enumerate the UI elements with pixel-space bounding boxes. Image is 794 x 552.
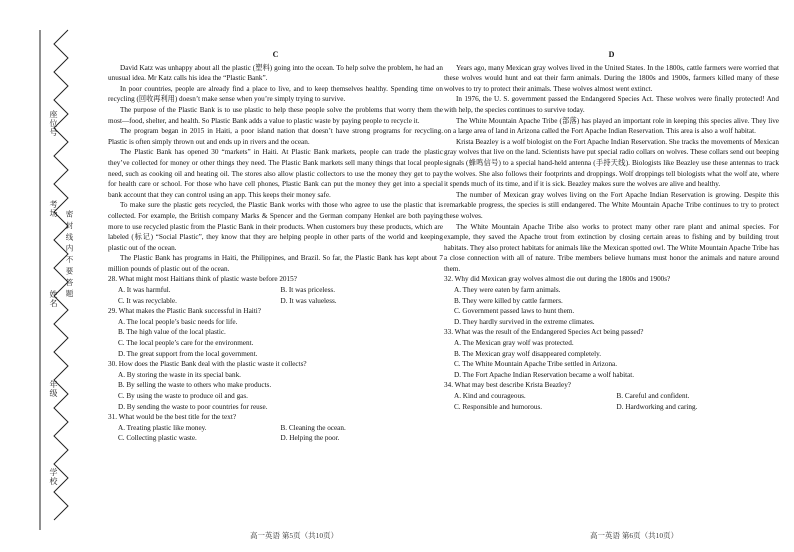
answer-options: [108, 423, 443, 444]
passage-d-text: [444, 63, 779, 275]
question-stem: 34. What may best describe Krista Beazley?: [444, 381, 571, 390]
exam-room-label: 考场: [49, 200, 58, 218]
page-footer-right: 高一英语 第6页（共10页）: [590, 531, 679, 540]
answer-option: C. The White Mountain Apache Tribe settled in Arizona.: [454, 360, 618, 369]
answer-option: C. Government passed laws to hunt them.: [454, 307, 575, 316]
answer-options: [108, 370, 443, 412]
page-footer-left: 高一英语 第5页（共10页）: [250, 531, 339, 540]
answer-option: A. Treating plastic like money.: [118, 423, 207, 432]
passage-c-text: [108, 63, 443, 275]
answer-options: [108, 285, 443, 306]
seat-number-label: 座位号: [49, 110, 58, 137]
paragraph: The program began in 2015 in Haiti, a poor island nation that doesn’t have strong programs for recycling. Plastic is often simply thrown out and ends up in rivers and the ocean.: [108, 127, 443, 146]
answer-option: C. Responsible and humorous.: [454, 402, 543, 411]
question-stem: 28. What might most Haitians think of plastic waste before 2015?: [108, 275, 297, 284]
paragraph: The White Mountain Apache Tribe (部落) has played an important role in keeping this species alive. They live on a large area of land in Arizona called the Fort Apache Indian Reservation. This area is also a wolf habitat.: [444, 116, 779, 136]
passage-d-letter: D: [608, 50, 615, 59]
answer-option: B. The Mexican gray wolf disappeared completely.: [454, 349, 602, 358]
passage-c-column: [108, 50, 443, 444]
answer-option: D. They hardly survived in the extreme climates.: [454, 317, 595, 326]
paragraph: The purpose of the Plastic Bank is to use plastic to help these people solve the problems that worry them the most—food, shelter, and health. So Plastic Bank adds a value to plastic waste by paying people to recycle it.: [108, 105, 443, 125]
name-label: 姓名: [49, 290, 58, 308]
answer-option: C. By using the waste to produce oil and gas.: [118, 392, 248, 400]
answer-options: [444, 391, 779, 412]
answer-option: A. Kind and courageous.: [454, 392, 526, 400]
answer-option: B. It was priceless.: [280, 286, 335, 295]
paragraph: The Plastic Bank has programs in Haiti, the Philippines, and Brazil. So far, the Plastic Bank has kept about 7 million pounds of plastic out of the ocean.: [108, 254, 443, 273]
school-label: 学校: [49, 468, 58, 486]
paragraph: The White Mountain Apache Tribe also works to protect many other rare plant and animal species. For example, they saved the Apache trout from extinction by closing certain areas to fishing and by building trout habitats. They also protect habitats for animals like the Mexican spotted owl. The White Mountain Apache Tribe has a close connection with all of nature. Tribe members believe humans must honor the animals and nature around them.: [444, 222, 779, 273]
paragraph: The number of Mexican gray wolves living on the Fort Apache Indian Reservation is growing. Despite this remarkable progress, the species is still endangered. The White Mountain Apache Tribe continues to try to protect these wolves.: [444, 190, 779, 220]
passage-d-questions: [444, 274, 779, 412]
answer-option: A. By storing the waste in its special bank.: [118, 370, 241, 379]
passage-c-questions: [108, 274, 443, 444]
answer-option: B. By selling the waste to others who make products.: [118, 381, 272, 390]
paragraph: The Plastic Bank has opened 30 “markets” in Haiti. At Plastic Bank markets, people can trade the plastic they’ve collected for money or other things they need. The Plastic Bank markets sell many things that local people need, such as cooking oil and heating oil. The stores also allow plastic collectors to use the money they get to pay for health care or school. For those who have cell phones, Plastic Bank can put the money they get into a special bank account that they can control using an app. This keeps their money safe.: [108, 148, 443, 199]
answer-options: [444, 338, 779, 380]
passage-c-letter: C: [272, 50, 279, 59]
answer-option: D. It was valueless.: [280, 296, 337, 305]
answer-option: C. It was recyclable.: [118, 296, 177, 305]
question-stem: 31. What would be the best title for the text?: [108, 413, 237, 422]
answer-options: [108, 317, 443, 359]
question-stem: 29. What makes the Plastic Bank successful in Haiti?: [108, 307, 261, 316]
question-stem: 30. How does the Plastic Bank deal with the plastic waste it collects?: [108, 360, 307, 369]
answer-option: B. They were killed by cattle farmers.: [454, 296, 563, 305]
paragraph: To make sure the plastic gets recycled, the Plastic Bank works with those who agree to use the plastic that is collected. For example, the British company Marks & Spencer and the German company Henkel are both paying more to use recycled plastic from the Plastic Bank in their products. When customers buy these products, which are labeled (标记) “Social Plastic”, they know that they are helping people in other parts of the world and keeping plastic out of the ocean.: [108, 201, 443, 252]
answer-option: D. Hardworking and caring.: [616, 402, 698, 411]
paragraph: In 1976, the U. S. government passed the Endangered Species Act. These wolves were finally protected! And with help, the species continues to survive today.: [444, 95, 779, 114]
question-stem: 33. What was the result of the Endangered Species Act being passed?: [444, 328, 644, 337]
binding-margin: [0, 0, 108, 552]
answer-option: D. By sending the waste to poor countries for reuse.: [118, 402, 268, 411]
answer-option: A. They were eaten by farm animals.: [454, 286, 561, 295]
passage-d-column: [444, 50, 779, 412]
paragraph: Years ago, many Mexican gray wolves lived in the United States. In the 1800s, cattle farmers were worried that these wolves would hunt and eat their farm animals. During the 1800s and 1900s, farmers killed many of these wolves to try to protect their animals. These wolves almost went extinct.: [444, 63, 779, 93]
seal-warning: 密 封 线 内 不 要 答 题: [65, 210, 74, 299]
answer-option: A. The Mexican gray wolf was protected.: [454, 339, 574, 348]
paragraph: In poor countries, people are already find a place to live, and to keep themselves healthy. Spending time on recycling (回收再利用) doesn’t make sense when you’re simply trying to survive.: [108, 84, 443, 104]
grade-label: 年级: [49, 380, 58, 398]
paragraph: David Katz was unhappy about all the plastic (塑料) going into the ocean. To help solve the problem, he had an unusual idea. Mr Katz calls his idea the “Plastic Bank”.: [108, 63, 443, 83]
answer-option: C. The local people’s care for the environment.: [118, 339, 254, 348]
answer-options: [444, 285, 779, 327]
answer-option: B. Cleaning the ocean.: [280, 423, 346, 432]
answer-option: B. Careful and confident.: [616, 392, 690, 400]
answer-option: B. The high value of the local plastic.: [118, 328, 226, 337]
answer-option: D. Helping the poor.: [280, 434, 340, 443]
answer-option: A. It was harmful.: [118, 286, 171, 295]
paragraph: Krista Beazley is a wolf biologist on the Fort Apache Indian Reservation. She tracks the movements of Mexican gray wolves that live on the land. Scientists have put special radio collars on wolves. These collars send out beeping signals (蜂鸣信号) to a special hand-held antenna (手持天线). Biologists like Beazley use these antennas to track the wolves. She also follows their footprints and droppings. Wolf droppings tell biologists what the wolf ate, where it spends much of its time, and if it is sick. Beazley makes sure the wolves are alive and healthy.: [444, 137, 779, 189]
answer-option: D. The Fort Apache Indian Reservation became a wolf habitat.: [454, 370, 635, 379]
question-stem: 32. Why did Mexican gray wolves almost die out during the 1800s and 1900s?: [444, 275, 671, 284]
answer-option: A. The local people’s basic needs for life.: [118, 317, 238, 326]
answer-option: D. The great support from the local government.: [118, 349, 258, 358]
answer-option: C. Collecting plastic waste.: [118, 434, 197, 443]
